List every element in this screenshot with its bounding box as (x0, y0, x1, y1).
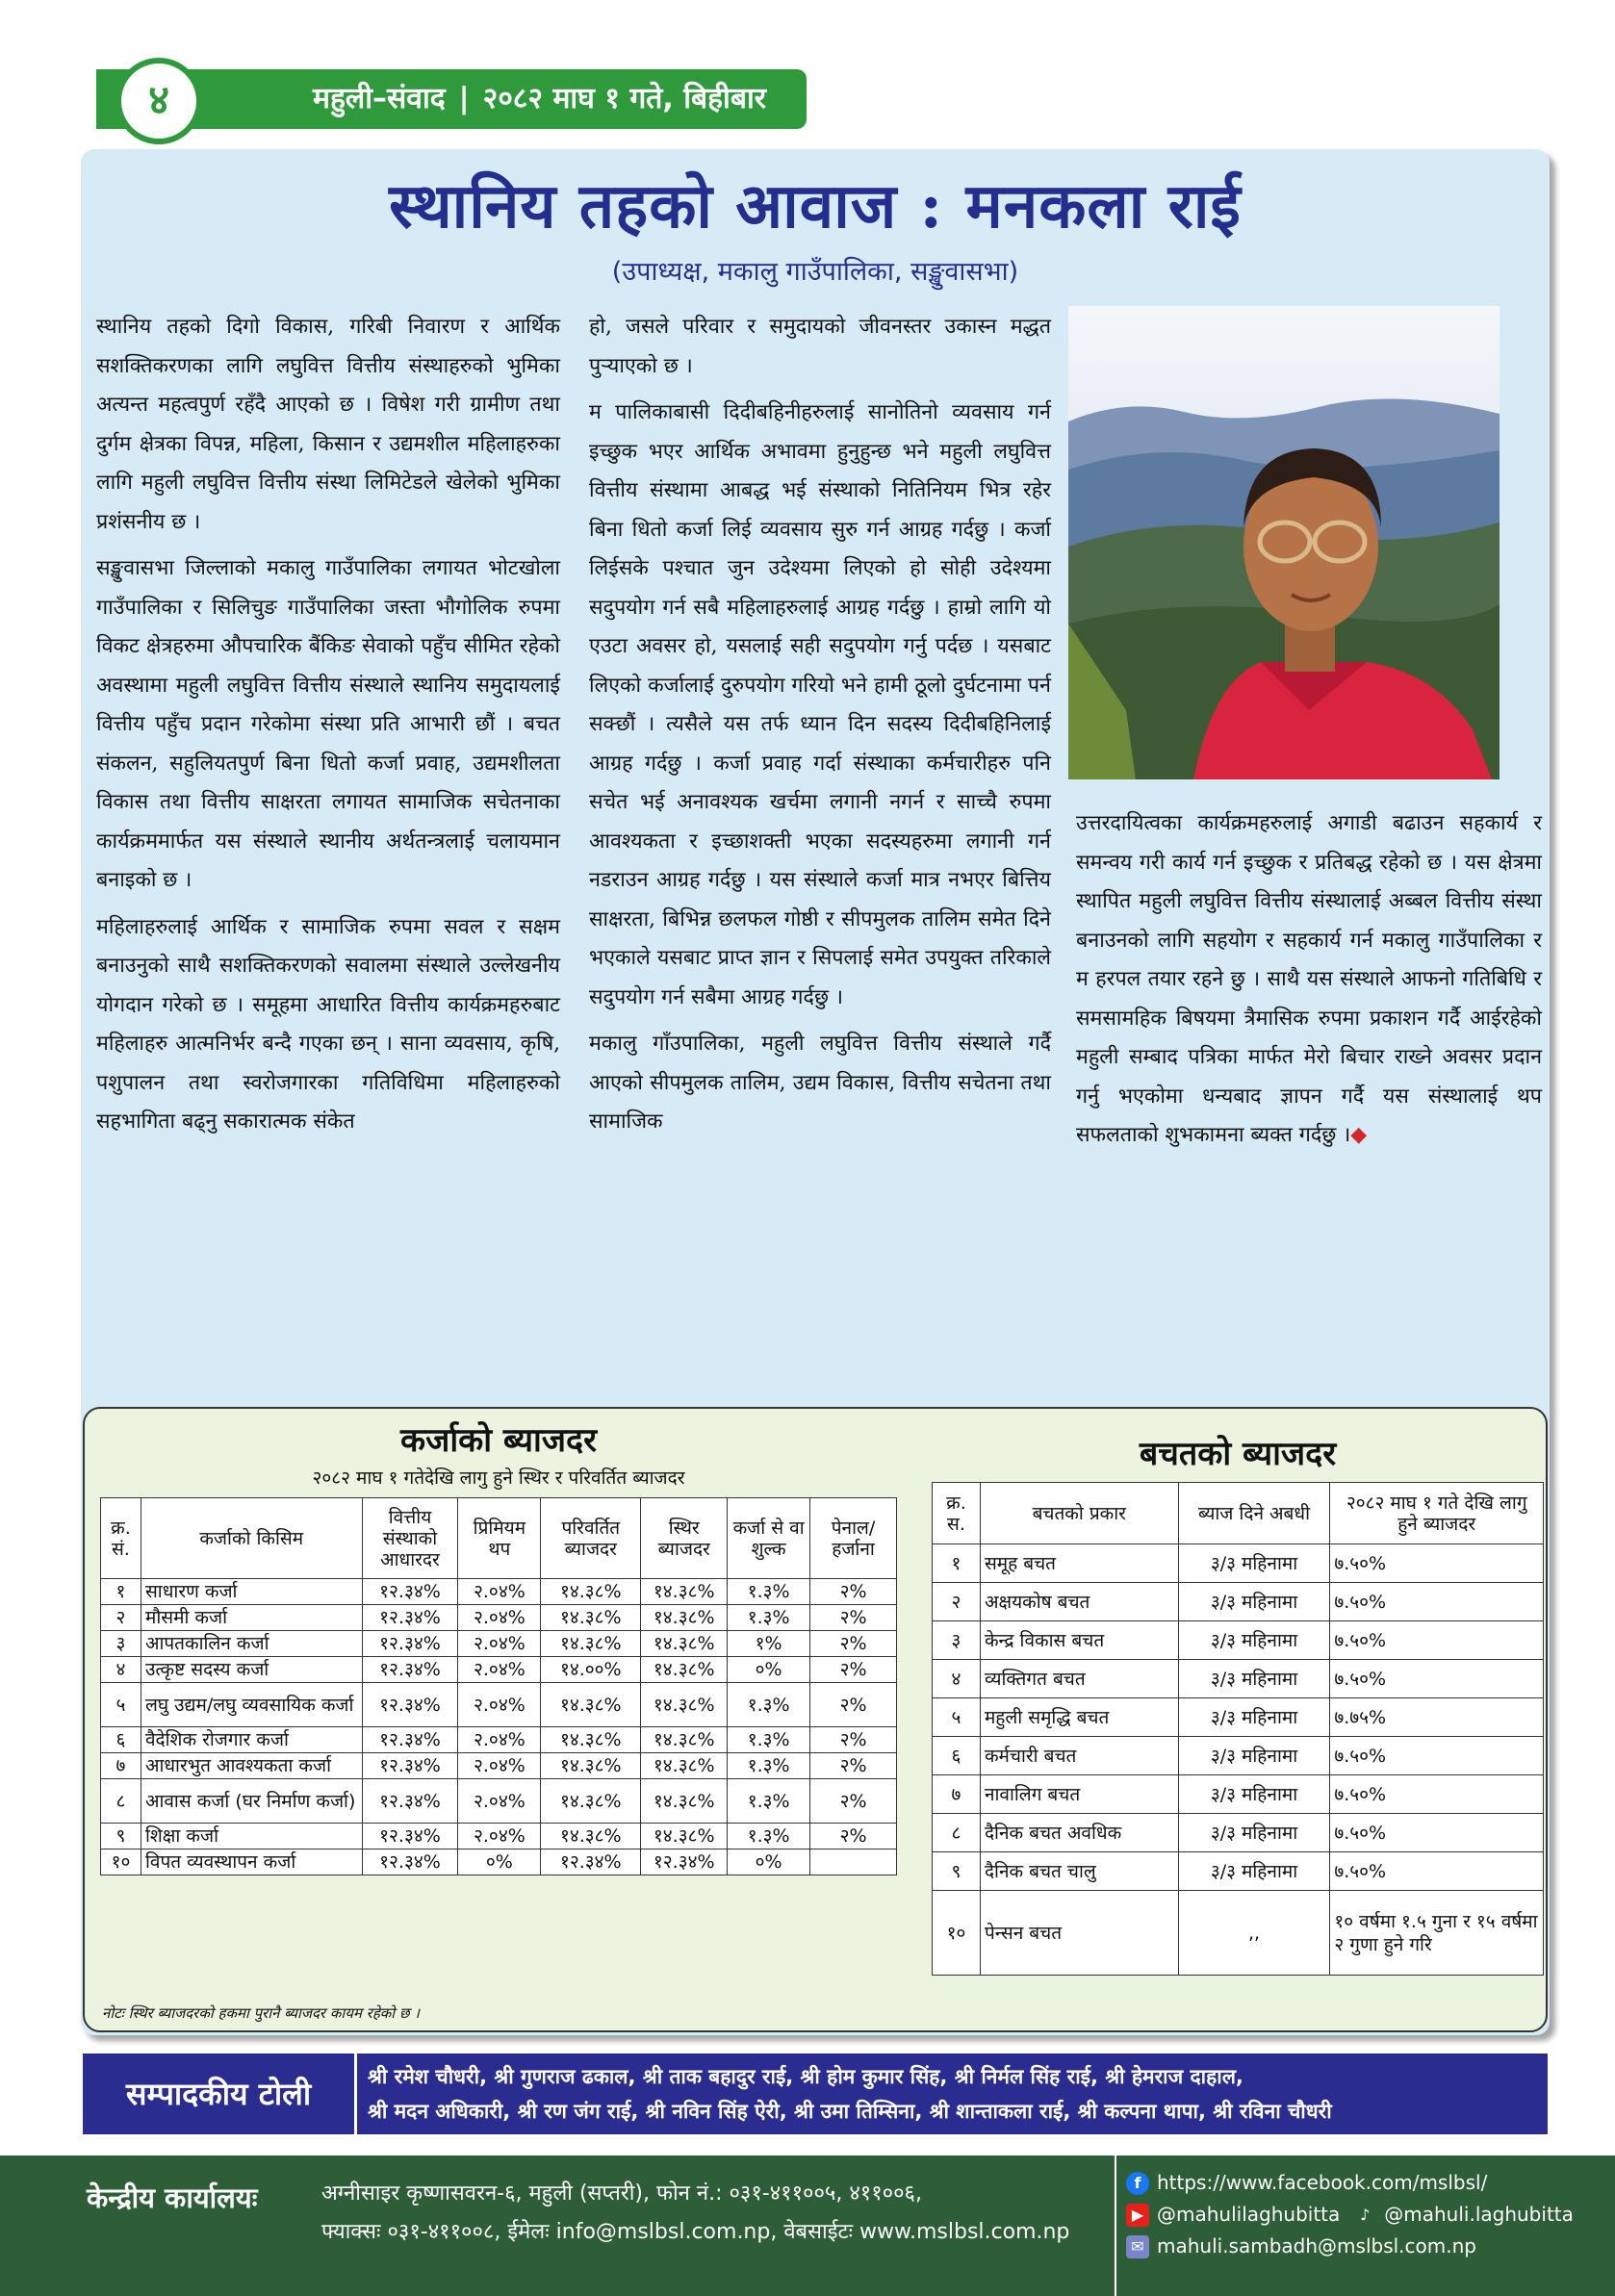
table-row (101, 1850, 897, 1875)
table-cell: १.३% (728, 1605, 810, 1631)
table-cell: ७.५०% (1330, 1544, 1544, 1583)
savings-header-sn: क्र. स. (933, 1483, 981, 1544)
table-cell: १.३% (728, 1779, 810, 1824)
savings-type-cell: कर्मचारी बचत (980, 1737, 1178, 1775)
loan-type-cell: आवास कर्जा (घर निर्माण कर्जा) (141, 1779, 362, 1824)
table-cell: २% (810, 1683, 897, 1727)
address-line-2: फ्याक्सः ०३१-४११००८, ईमेलः info@mslbsl.com.np, वेबसाईटः www.mslbsl.com.np (321, 2220, 1070, 2244)
loan-header-fixed: स्थिर ब्याजदर (641, 1498, 728, 1579)
loan-header-service-fee: कर्जा से वा शुल्क (728, 1498, 810, 1579)
address-line-1: अग्नीसाइर कृष्णासवरन-६, महुली (सप्तरी), फोन नं.: ०३१-४११००५, ४११००६, (321, 2181, 922, 2206)
table-row (101, 1631, 897, 1657)
table-cell: २ (933, 1583, 981, 1621)
table-cell: ३/३ महिनामा (1178, 1775, 1330, 1814)
table-cell: ९ (933, 1852, 981, 1891)
table-cell: ३/३ महिनामा (1178, 1660, 1330, 1698)
table-row (101, 1657, 897, 1683)
table-cell: १२.३४% (362, 1579, 458, 1605)
table-cell: २% (810, 1779, 897, 1824)
table-cell: ३/३ महिनामा (1178, 1621, 1330, 1660)
table-cell: ३/३ महिनामा (1178, 1737, 1330, 1775)
issue-date: २०८२ माघ १ गते, बिहीबार (482, 82, 766, 115)
table-cell: ७ (933, 1775, 981, 1814)
facebook-link[interactable] (1126, 2167, 1574, 2199)
table-cell: २% (810, 1605, 897, 1631)
email-address[interactable]: mahuli.sambadh@mslbsl.com.np (1157, 2234, 1476, 2258)
table-cell (810, 1850, 897, 1875)
paragraph: सङ्खुवासभा जिल्लाको मकालु गाउँपालिका लगायत भोटखोला गाउँपालिका र सिलिचुङ गाउँपालिका जस्ता भौगोलिक रुपमा विकट क्षेत्रहरुमा औपचारिक बैंकिङ सेवाको पहुँच सीमित रहेको अवस्थामा महुली लघुवित्त वित्तीय संस्थाले स्थानिय समुदायलाई वित्तीय पहुँच प्रदान गरेकोमा संस्था प्रति आभारी छौं । बचत संकलन, सहुलियतपुर्ण बिना धितो कर्जा प्रवाह, उद्यमशीलता विकास तथा वित्तीय साक्षरता लगायत सामाजिक सचेतनाका कार्यक्रममार्फत यस संस्थाले स्थानीय अर्थतन्त्रलाई चलायमान बनाइको छ । (96, 556, 560, 892)
loan-type-cell: मौसमी कर्जा (141, 1605, 362, 1631)
savings-type-cell: अक्षयकोष बचत (980, 1583, 1178, 1621)
table-cell: १४.३८% (641, 1657, 728, 1683)
table-cell: २% (810, 1631, 897, 1657)
loan-table-note: नोटः स्थिर ब्याजदरको हकमा पुरानै ब्याजदर कायम रहेको छ । (102, 2004, 420, 2022)
savings-type-cell: केन्द्र विकास बचत (980, 1621, 1178, 1660)
end-mark-icon: ◆ (1350, 1123, 1368, 1147)
table-cell: १४.३८% (541, 1631, 641, 1657)
savings-rate-table (932, 1482, 1544, 1976)
table-cell: ३/३ महिनामा (1178, 1544, 1330, 1583)
office-label: केन्द्रीय कार्यालयः (87, 2181, 258, 2214)
savings-type-cell: व्यक्तिगत बचत (980, 1660, 1178, 1698)
article-title: स्थानिय तहको आवाज : मनकला राई (389, 170, 1242, 242)
table-cell: ७.५०% (1330, 1660, 1544, 1698)
savings-type-cell: महुली समृद्धि बचत (980, 1698, 1178, 1737)
office-address (321, 2175, 1069, 2252)
table-row (933, 1891, 1544, 1976)
table-row (933, 1660, 1544, 1698)
article-column-2 (589, 308, 1051, 1150)
table-cell: १२.३४% (362, 1727, 458, 1753)
editorial-label: सम्पादकीय टोली (83, 2054, 357, 2134)
table-cell: १२.३४% (362, 1824, 458, 1850)
portrait-photo (1068, 306, 1500, 779)
table-cell: १४.३८% (541, 1727, 641, 1753)
paragraph: हो, जसले परिवार र समुदायको जीवनस्तर उकास्न मद्धत पुऱ्याएको छ । (589, 315, 1051, 378)
table-cell: १४.३८% (641, 1605, 728, 1631)
article-subtitle: (उपाध्यक्ष, मकालु गाउँपालिका, सङ्खुवासभा) (611, 257, 1019, 287)
table-cell: ,, (1178, 1891, 1330, 1976)
savings-type-cell: दैनिक बचत अवधिक (980, 1814, 1178, 1852)
table-cell: ०% (728, 1657, 810, 1683)
table-row (933, 1737, 1544, 1775)
loan-type-cell: लघु उद्यम/लघु व्यवसायिक कर्जा (141, 1683, 362, 1727)
table-cell: १४.३८% (541, 1683, 641, 1727)
table-row (101, 1579, 897, 1605)
table-cell: ३ (933, 1621, 981, 1660)
tiktok-icon: ♪ (1360, 2205, 1371, 2224)
email-link[interactable] (1126, 2231, 1574, 2262)
table-row (101, 1605, 897, 1631)
table-row (933, 1852, 1544, 1891)
table-cell: ५ (933, 1698, 981, 1737)
page-number: ४ (115, 58, 202, 144)
editorial-names-line-1: श्री रमेश चौधरी, श्री गुणराज ढकाल, श्री ताक बहादुर राई, श्री होम कुमार सिंह, श्री निर्मल सिंह राई, श्री हेमराज दाहाल, (368, 2065, 1243, 2088)
table-cell: १४.३८% (641, 1824, 728, 1850)
table-cell: १४.३८% (541, 1779, 641, 1824)
table-cell: १४.३८% (641, 1727, 728, 1753)
table-cell: १२.३४% (362, 1657, 458, 1683)
email-icon: ✉ (1126, 2235, 1149, 2258)
table-cell: ७.७५% (1330, 1698, 1544, 1737)
table-cell: ८ (933, 1814, 981, 1852)
loan-type-cell: शिक्षा कर्जा (141, 1824, 362, 1850)
table-cell: १२.३४% (362, 1850, 458, 1875)
table-row (933, 1775, 1544, 1814)
table-row (933, 1544, 1544, 1583)
table-row (101, 1779, 897, 1824)
tiktok-handle[interactable]: @mahuli.laghubitta (1384, 2203, 1574, 2226)
table-cell: १४.३८% (641, 1631, 728, 1657)
table-cell: २.०४% (458, 1657, 541, 1683)
table-cell: ७.५०% (1330, 1583, 1544, 1621)
table-cell: १४.३८% (641, 1753, 728, 1779)
table-cell: १४.३८% (641, 1779, 728, 1824)
table-cell: ०% (728, 1850, 810, 1875)
table-cell: ०% (458, 1850, 541, 1875)
editorial-team-bar (83, 2054, 1548, 2134)
table-cell: १२.३४% (641, 1850, 728, 1875)
table-cell: १० वर्षमा १.५ गुना र १५ वर्षमा २ गुणा हुने गरि (1330, 1891, 1544, 1976)
table-cell: ७.५०% (1330, 1814, 1544, 1852)
table-cell: १२.३४% (362, 1631, 458, 1657)
savings-header-type: बचतको प्रकार (980, 1483, 1178, 1544)
footer (0, 2156, 1615, 2296)
savings-type-cell: नावालिग बचत (980, 1775, 1178, 1814)
table-row (933, 1583, 1544, 1621)
loan-table-subtitle: २०८२ माघ १ गतेदेखि लागु हुने स्थिर र परिवर्तित ब्याजदर (312, 1467, 685, 1489)
table-row (101, 1824, 897, 1850)
table-cell: २% (810, 1753, 897, 1779)
table-cell: २.०४% (458, 1579, 541, 1605)
table-cell: १२.३४% (541, 1850, 641, 1875)
table-row (101, 1753, 897, 1779)
table-cell: ७.५०% (1330, 1852, 1544, 1891)
table-cell: १२.३४% (362, 1753, 458, 1779)
table-cell: ७.५०% (1330, 1775, 1544, 1814)
table-cell: ७.५०% (1330, 1737, 1544, 1775)
loan-rate-table (100, 1497, 897, 1875)
table-cell: ५ (101, 1683, 141, 1727)
loan-type-cell: वैदेशिक रोजगार कर्जा (141, 1727, 362, 1753)
table-cell: ७ (101, 1753, 141, 1779)
table-cell: २% (810, 1579, 897, 1605)
savings-type-cell: पेन्सन बचत (980, 1891, 1178, 1976)
table-row (933, 1698, 1544, 1737)
paragraph-text: उत्तरदायित्वका कार्यक्रमहरुलाई अगाडी बढाउन सहकार्य र समन्वय गरी कार्य गर्न इच्छुक र प्रतिबद्ध रहेको छ । यस क्षेत्रमा स्थापित महुली लघुवित्त वित्तीय संस्थालाई अब्बल वित्तीय संस्था बनाउनको लागि सहयोग र सहकार्य गर्न मकालु गाउँपालिका र म हरपल तयार रहने छु । साथै यस संस्थाले आफनो गतिबिधि र समसामहिक बिषयमा त्रैमासिक रुपमा प्रकाशन गर्दै आईरहेको महुली सम्बाद पत्रिका मार्फत मेरो बिचार राख्ने अवसर प्रदान गर्नु भएकोमा धन्यबाद ज्ञापन गर्दै यस संस्थालाई थप सफलताको शुभकामना ब्यक्त गर्दछु । (1076, 811, 1542, 1147)
table-cell: १.३% (728, 1824, 810, 1850)
loan-header-type: कर्जाको किसिम (141, 1498, 362, 1579)
table-cell: १.३% (728, 1727, 810, 1753)
header-separator: | (458, 82, 470, 115)
table-cell: २.०४% (458, 1605, 541, 1631)
table-cell: २ (101, 1605, 141, 1631)
table-row (101, 1683, 897, 1727)
table-cell: १.३% (728, 1579, 810, 1605)
table-cell: ४ (933, 1660, 981, 1698)
table-cell: २.०४% (458, 1631, 541, 1657)
loan-header-premium: प्रिमियम थप (458, 1498, 541, 1579)
table-cell: २.०४% (458, 1727, 541, 1753)
loan-header-penalty: पेनाल/ हर्जाना (810, 1498, 897, 1579)
paragraph: म पालिकाबासी दिदीबहिनीहरुलाई सानोतिनो व्यवसाय गर्न इच्छुक भएर आर्थिक अभावमा हुनुहुन्छ भने महुली लघुवित्त वित्तीय संस्थामा आबद्ध भई संस्थाको नितिनियम भित्र रहेर बिना धितो कर्जा लिई व्यवसाय सुरु गर्न आग्रह गर्दछु । कर्जा लिईसके पश्चात जुन उदेश्यमा लिएको हो सोही उदेश्यमा सदुपयोग गर्न सबै महिलाहरुलाई आग्रह गर्दछु । हाम्रो लागि यो एउटा अवसर हो, यसलाई सही सदुपयोग गर्नु पर्दछ । यसबाट लिएको कर्जालाई दुरुपयोग गरियो भने हामी ठूलो दुर्घटनामा पर्न सक्छौं । त्यसैले यस तर्फ ध्यान दिन सदस्य दिदीबहिनिलाई आग्रह गर्दछु । कर्जा प्रवाह गर्दा संस्थाका कर्मचारीहरु पनि सचेत भई अनावश्यक खर्चमा लगानी नगर्न र साच्चै रुपमा आवश्यकता र इच्छाशक्ती भएका सदस्यहरुमा लगानी गर्न नडराउन आग्रह गर्दछु । यस संस्थाले कर्जा मात्र नभएर बित्तिय साक्षरता, बिभिन्न छलफल गोष्ठी र सीपमुलक तालिम समेत दिने भएकाले यसबाट प्राप्त ज्ञान र सिपलाई समेत उपयुक्त तरिकाले सदुपयोग गर्न सबैमा आग्रह गर्दछु । (589, 400, 1051, 1009)
article-column-3 (1076, 804, 1542, 1163)
loan-type-cell: विपत व्यवस्थापन कर्जा (141, 1850, 362, 1875)
table-cell: १४.३८% (641, 1683, 728, 1727)
table-cell: १% (728, 1631, 810, 1657)
table-cell: १० (101, 1850, 141, 1875)
table-row (933, 1814, 1544, 1852)
savings-type-cell: दैनिक बचत चालु (980, 1852, 1178, 1891)
table-cell: २.०४% (458, 1683, 541, 1727)
editorial-names-line-2: श्री मदन अधिकारी, श्री रण जंग राई, श्री नविन सिंह ऐरी, श्री उमा तिम्सिना, श्री शान्ताकला राई, श्री कल्पना थापा, श्री रविना चौधरी (368, 2100, 1332, 2123)
table-cell: ३/३ महिनामा (1178, 1852, 1330, 1891)
loan-header-variable: परिवर्तित ब्याजदर (541, 1498, 641, 1579)
paragraph (1076, 804, 1542, 1156)
table-cell: ६ (933, 1737, 981, 1775)
table-cell: १४.३८% (541, 1579, 641, 1605)
publication-name: महुली–संवाद (313, 82, 446, 115)
table-cell: १ (933, 1544, 981, 1583)
loan-type-cell: आपतकालिन कर्जा (141, 1631, 362, 1657)
paragraph: महिलाहरुलाई आर्थिक र सामाजिक रुपमा सवल र सक्षम बनाउनुको साथै सशक्तिकरणको सवालमा संस्थाले उल्लेखनीय योगदान गरेको छ । समूहमा आधारित वित्तीय कार्यक्रमहरुबाट महिलाहरु आत्मनिर्भर बन्दै गएका छन् । साना व्यवसाय, कृषि, पशुपालन तथा स्वरोजगारका गतिविधिमा महिलाहरुको सहभागिता बढ्नु सकारात्मक संकेत (96, 914, 560, 1134)
social-links (1126, 2167, 1574, 2262)
article-column-1 (96, 308, 560, 1150)
table-cell: २.०४% (458, 1753, 541, 1779)
table-cell: १.३% (728, 1753, 810, 1779)
table-cell: १४.३८% (541, 1824, 641, 1850)
table-cell: १.३% (728, 1683, 810, 1727)
savings-header-rate: २०८२ माघ १ गते देखि लागु हुने ब्याजदर (1330, 1483, 1544, 1544)
loan-table-title: कर्जाको ब्याजदर (399, 1421, 597, 1460)
table-cell: ३ (101, 1631, 141, 1657)
youtube-tiktok-row (1126, 2199, 1574, 2231)
facebook-icon: f (1126, 2172, 1149, 2195)
table-cell: २% (810, 1824, 897, 1850)
header-text (313, 69, 766, 129)
loan-header-base-rate: वित्तीय संस्थाको आधारदर (362, 1498, 458, 1579)
savings-type-cell: समूह बचत (980, 1544, 1178, 1583)
table-cell: २.०४% (458, 1824, 541, 1850)
table-cell: ३/३ महिनामा (1178, 1698, 1330, 1737)
table-cell: १४.३८% (541, 1753, 641, 1779)
loan-type-cell: आधारभुत आवश्यकता कर्जा (141, 1753, 362, 1779)
loan-type-cell: साधारण कर्जा (141, 1579, 362, 1605)
savings-table-title: बचतको ब्याजदर (1139, 1435, 1337, 1473)
loan-header-sn: क्र. सं. (101, 1498, 141, 1579)
table-cell: २.०४% (458, 1779, 541, 1824)
table-cell: १० (933, 1891, 981, 1976)
editorial-names (368, 2059, 1538, 2129)
table-cell: १४.३८% (541, 1605, 641, 1631)
table-cell: १ (101, 1579, 141, 1605)
table-row (101, 1727, 897, 1753)
table-cell: ७.५०% (1330, 1621, 1544, 1660)
table-cell: १४.३८% (641, 1579, 728, 1605)
table-cell: ८ (101, 1779, 141, 1824)
table-cell: ३/३ महिनामा (1178, 1814, 1330, 1852)
youtube-handle[interactable]: @mahulilaghubitta (1157, 2203, 1341, 2226)
table-cell: ६ (101, 1727, 141, 1753)
table-cell: १४.००% (541, 1657, 641, 1683)
footer-divider (1115, 2156, 1116, 2296)
table-cell: २% (810, 1657, 897, 1683)
table-cell: १२.३४% (362, 1683, 458, 1727)
youtube-icon: ▶ (1126, 2204, 1149, 2227)
table-cell: ३/३ महिनामा (1178, 1583, 1330, 1621)
table-cell: ९ (101, 1824, 141, 1850)
paragraph: स्थानिय तहको दिगो विकास, गरिबी निवारण र आर्थिक सशक्तिकरणका लागि लघुवित्त वित्तीय संस्थाहरुको भुमिका अत्यन्त महत्वपुर्ण रहँदै आएको छ । विषेश गरी ग्रामीण तथा दुर्गम क्षेत्रका विपन्न, महिला, किसान र उद्यमशील महिलाहरुका लागि महुली लघुवित्त वित्तीय संस्था लिमिटेडले खेलेको भुमिका प्रशंसनीय छ । (96, 315, 560, 534)
table-cell: २% (810, 1727, 897, 1753)
paragraph: मकालु गाँउपालिका, महुली लघुवित्त वित्तीय संस्थाले गर्दै आएको सीपमुलक तालिम, उद्यम विकास, वित्तीय सचेतना तथा सामाजिक (589, 1032, 1051, 1134)
savings-header-period: ब्याज दिने अबधी (1178, 1483, 1330, 1544)
facebook-url[interactable]: https://www.facebook.com/mslbsl/ (1157, 2171, 1488, 2194)
table-cell: १२.३४% (362, 1605, 458, 1631)
header-bar (96, 69, 807, 129)
table-row (933, 1621, 1544, 1660)
table-cell: ४ (101, 1657, 141, 1683)
loan-type-cell: उत्कृष्ट सदस्य कर्जा (141, 1657, 362, 1683)
table-cell: १२.३४% (362, 1779, 458, 1824)
